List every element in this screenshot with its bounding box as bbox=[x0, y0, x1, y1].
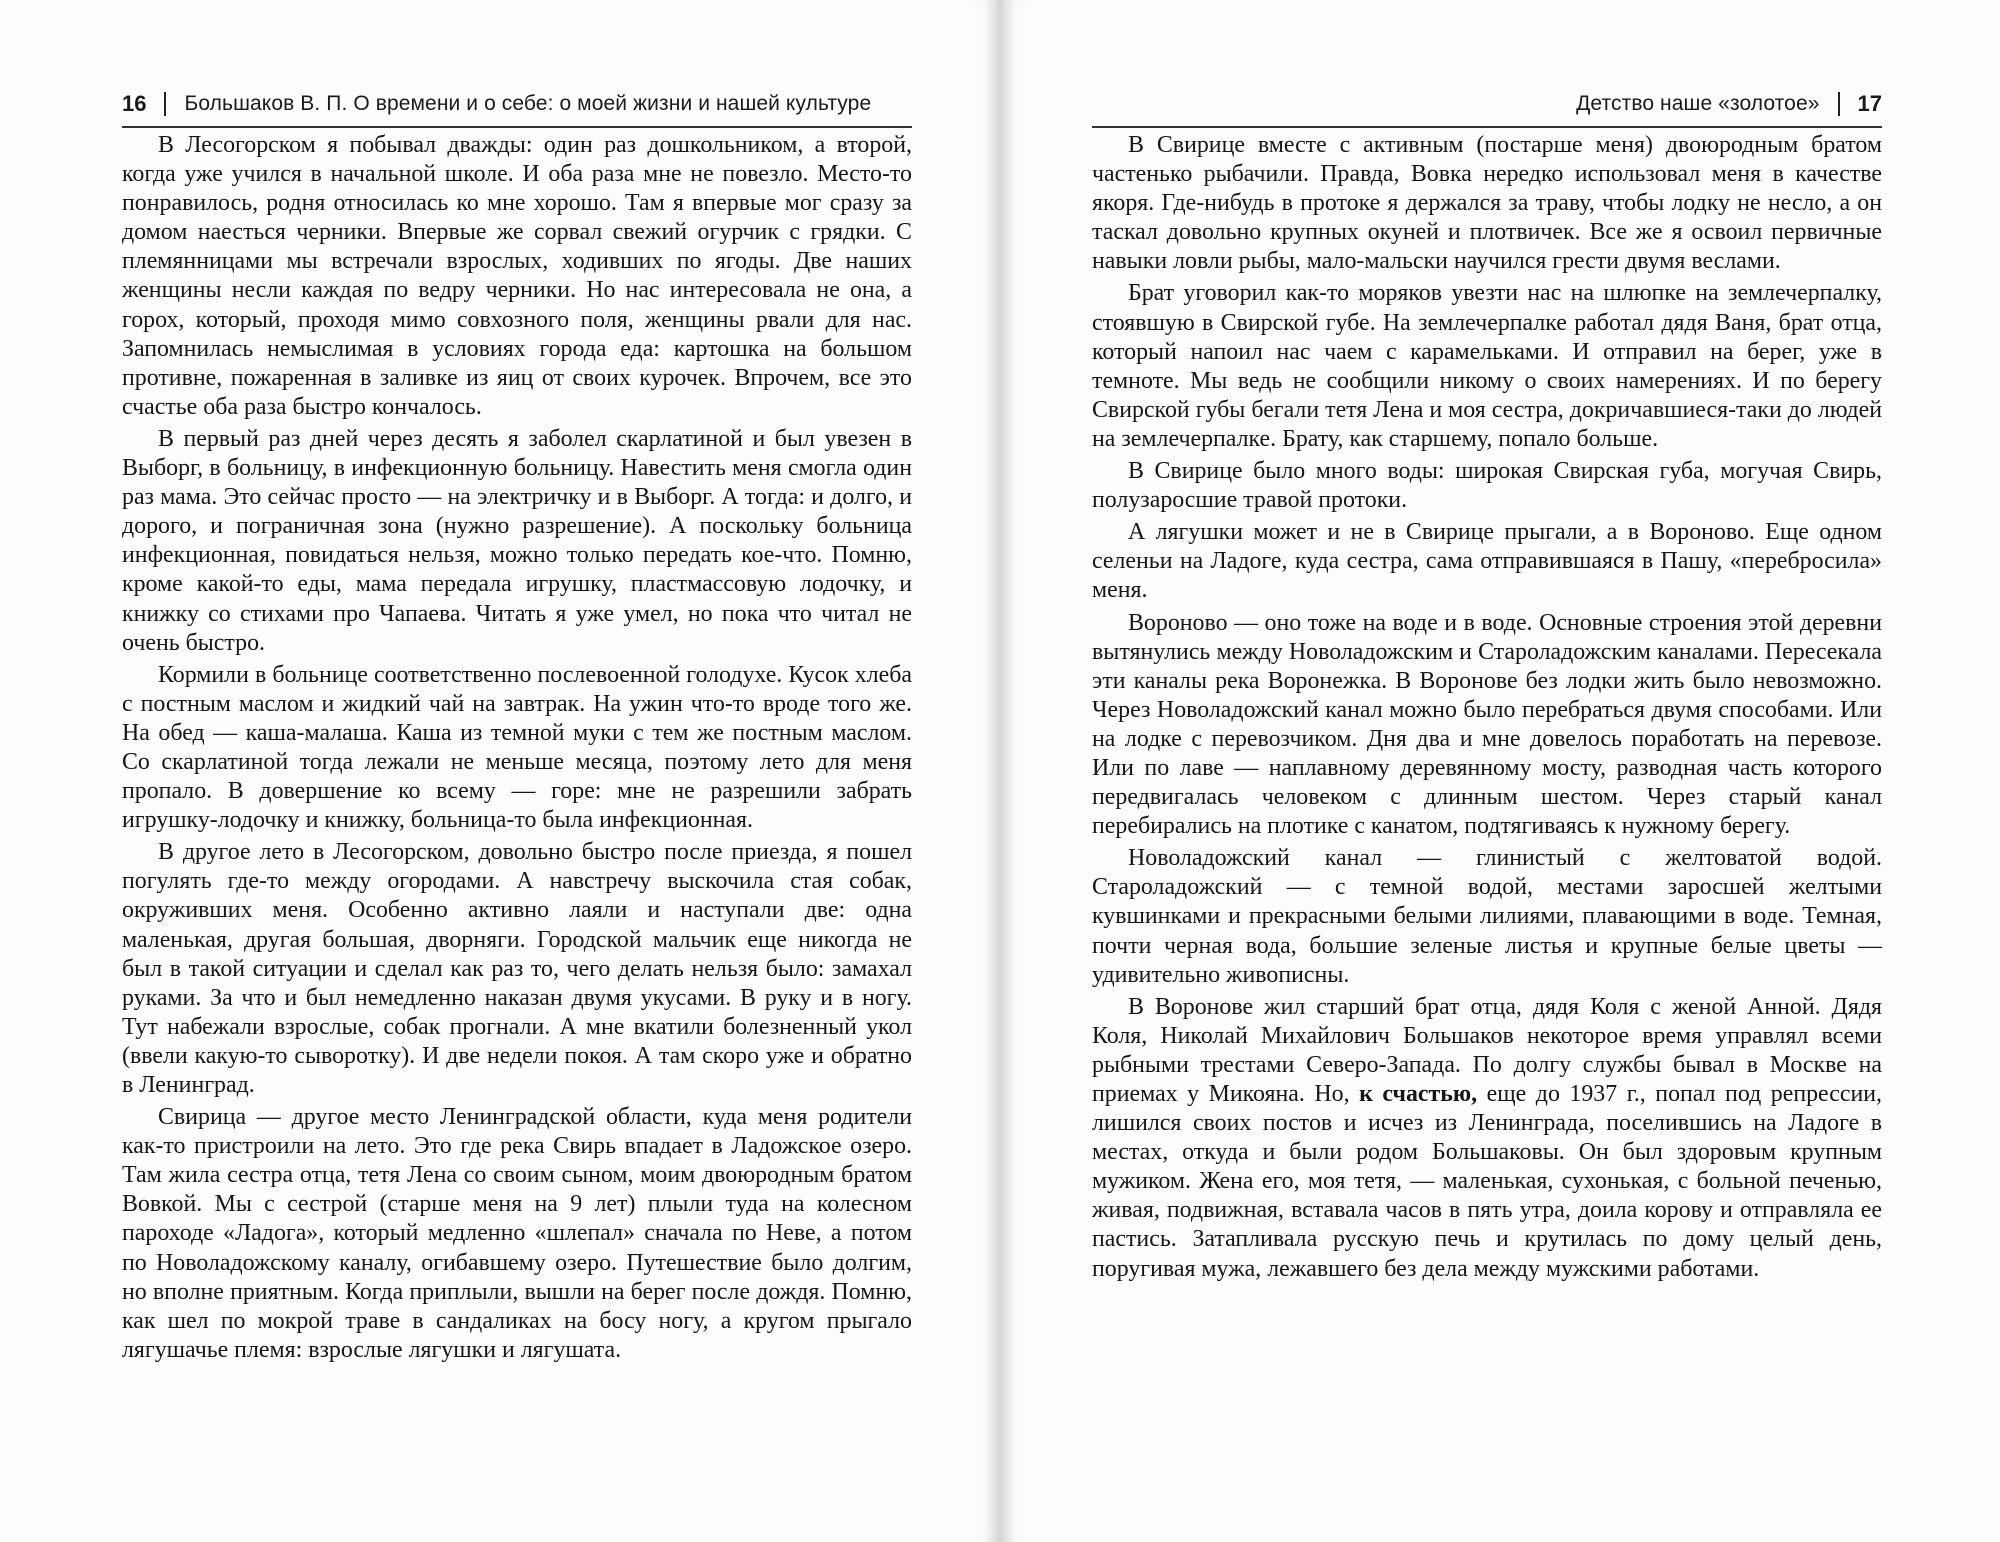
paragraph: Брат уговорил как-то моряков увезти нас на шлюпке на землечерпалку, стоявшую в Свирской губе. На землечерпалке работал дядя Ваня, брат отца, который напоил нас чаем с карамельками. И отправил на берег, уже в темноте. Мы ведь не сообщили никому о своих намерениях. И по берегу Свирской губы бегали тетя Лена и моя сестра, докричавшиеся-таки до людей на землечерпалке. Брату, как старшему, попало больше. bbox=[1092, 280, 1882, 452]
book-title: Большаков В. П. О времени и о себе: о моей жизни и нашей культуре bbox=[184, 92, 872, 115]
left-body-text bbox=[122, 131, 912, 1368]
header-separator bbox=[1838, 92, 1840, 116]
paragraph: В Лесогорском я побывал дважды: один раз дошкольником, а второй, когда уже учился в начальной школе. И оба раза мне не повезло. Место-то понравилось, родня относилась ко мне хорошо. Там я впервые мог сразу за домом наесться черники. Впервые же сорвал свежий огурчик с грядки. С племянницами мы встречали взрослых, ходивших по ягоды. Две наших женщины несли каждая по ведру черники. Но нас интересовала не она, а горох, который, проходя мимо совхозного поля, женщины рвали для нас. Запомнилась немыслимая в условиях города еда: картошка на большом противне, пожаренная в заливке из яиц от своих курочек. Впрочем, все это счастье оба раза быстро кончалось. bbox=[122, 132, 912, 420]
paragraph: В первый раз дней через десять я заболел скарлатиной и был увезен в Выборг, в больницу, в инфекционную больницу. Навестить меня смогла один раз мама. Это сейчас просто — на электричку и в Выборг. А тогда: и долго, и дорого, и пограничная зона (нужно разрешение). А поскольку больница инфекционная, повидаться нельзя, можно только передать кое-что. Помню, кроме какой-то еды, мама передала игрушку, пластмассовую лодочку, и книжку со стихами про Чапаева. Читать я уже умел, но пока что читал не очень быстро. bbox=[122, 425, 912, 656]
paragraph: В другое лето в Лесогорском, довольно быстро после приезда, я пошел погулять где-то между огородами. А навстречу выскочила стая собак, окруживших меня. Особенно активно лаяли и наступали две: одна маленькая, другая большая, дворняги. Городской мальчик еще никогда не был в такой ситуации и сделал как раз то, чего делать нельзя было: замахал руками. За что и был немедленно наказан двумя укусами. В руку и в ногу. Тут набежали взрослые, собак прогнали. А мне вкатили болезненный укол (ввели какую-то сыворотку). И две недели покоя. А там скоро уже и обратно в Ленинград. bbox=[122, 839, 912, 1098]
chapter-title: Детство наше «золотое» bbox=[1576, 92, 1820, 115]
book-gutter bbox=[985, 0, 1015, 1542]
bold-emphasis: к счастью, bbox=[1359, 1081, 1478, 1107]
paragraph-with-emphasis bbox=[1092, 993, 1882, 1284]
paragraph-text: В Воронове жил старший брат отца, дядя Коля с женой Анной. Дядя Коля, Николай Михайлович Большаков некоторое время управлял всеми рыбными трестами Северо-Запада. По долгу службы бывал в Москве на приемах у Микояна. Но, bbox=[1092, 993, 1882, 1107]
paragraph: Кормили в больнице соответственно послевоенной голодухе. Кусок хлеба с постным маслом и жидкий чай на завтрак. На ужин что-то вроде того же. На обед — каша-малаша. Каша из темной муки с тем же постным маслом. Со скарлатиной тогда лежали не меньше месяца, поэтому лето для меня пропало. В довершение ко всему — горе: мне не разрешили забрать игрушку-лодочку и книжку, больница-то была инфекционная. bbox=[122, 661, 912, 834]
right-running-head bbox=[1092, 84, 1882, 124]
paragraph: Вороново — оно тоже на воде и в воде. Основные строения этой деревни вытянулись между Новоладожским и Староладожским каналами. Пересекала эти каналы река Воронежка. В Воронове без лодки жить было невозможно. Через Новоладожский канал можно было перебраться двумя способами. Или на лодке с перевозчиком. Дня два и мне довелось поработать на перевозе. Или по лаве — наплавному деревянному мосту, разводная часть которого передвигалась человеком с длинным шестом. Через старый канал перебирались на плотике с канатом, подтягиваясь к нужному берегу. bbox=[1092, 609, 1882, 840]
right-page-number: 17 bbox=[1857, 91, 1882, 116]
paragraph: Свирица — другое место Ленинградской области, куда меня родители как-то пристроили на лето. Это где река Свирь впадает в Ладожское озеро. Там жила сестра отца, тетя Лена со своим сыном, моим двоюродным братом Вовкой. Мы с сестрой (старше меня на 9 лет) плыли туда на колесном пароходе «Ладога», который медленно «шлепал» сначала по Неве, а потом по Новоладожскому каналу, огибавшему озеро. Путешествие было долгим, но вполне приятным. Когда приплыли, вышли на берег после дождя. Помню, как шел по мокрой траве в сандаликах на босу ногу, а кругом прыгало лягушачье племя: взрослые лягушки и лягушата. bbox=[122, 1104, 912, 1363]
paragraph: А лягушки может и не в Свирице прыгали, а в Вороново. Еще одном селеньи на Ладоге, куда сестра, сама отправившаяся в Пашу, «перебросила» меня. bbox=[1092, 519, 1882, 604]
paragraph: В Свирице вместе с активным (постарше меня) двоюродным братом частенько рыбачили. Правда, Вовка нередко использовал меня в качестве якоря. Где-нибудь в протоке я держался за траву, чтобы лодку не несло, а он таскал довольно крупных окуней и плотвичек. Все же я освоил первичные навыки ловли рыбы, мало-мальски научился грести двумя веслами. bbox=[1092, 132, 1882, 275]
left-running-head bbox=[122, 84, 912, 124]
left-header-rule bbox=[122, 126, 912, 128]
paragraph: В Свирице было много воды: широкая Свирская губа, могучая Свирь, полузаросшие травой протоки. bbox=[1092, 458, 1882, 514]
paragraph-text: еще до 1937 г., попал под репрессии, лишился своих постов и исчез из Ленинграда, поселившись на Ладоге в местах, откуда и были родом Большаковы. Он был здоровым крупным мужиком. Жена его, моя тетя, — маленькая, сухонькая, с больной печенью, живая, подвижная, вставала часов в пять утра, доила корову и отправляла ее пастись. Затапливала русскую печь и крутилась по дому целый день, поругивая мужа, лежавшего без дела между мужскими работами. bbox=[1092, 1081, 1882, 1282]
right-header-rule bbox=[1092, 126, 1882, 128]
right-body-text bbox=[1092, 131, 1882, 1287]
left-page-number: 16 bbox=[122, 91, 147, 116]
paragraph: Новоладожский канал — глинистый с желтоватой водой. Староладожский — с темной водой, местами заросшей желтыми кувшинками и прекрасными белыми лилиями, плавающими в воде. Темная, почти черная вода, большие зеленые листья и крупные белые цветы — удивительно живописны. bbox=[1092, 845, 1882, 988]
header-separator bbox=[164, 92, 166, 116]
